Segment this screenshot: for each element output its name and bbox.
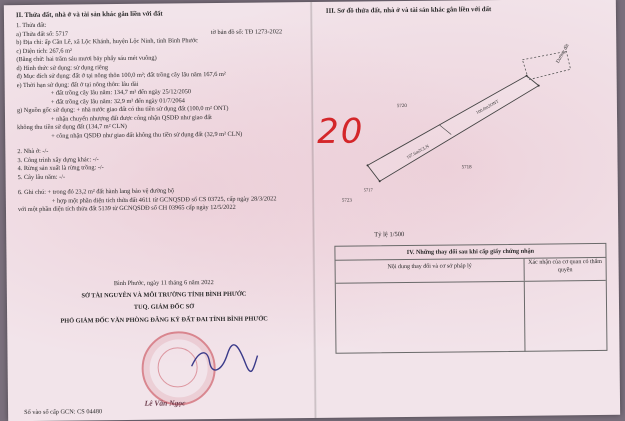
- forest: 4. Rừng sản xuất là rừng trồng: -/-: [17, 164, 104, 173]
- area-words: (Bằng chữ: hai trăm sáu mươi bảy phẩy sáu mét vuông): [16, 54, 157, 64]
- address: b) Địa chỉ: ấp Cần Lê, xã Lộc Khánh, huyện Lộc Ninh, tỉnh Bình Phước: [16, 37, 199, 47]
- land-title: 1. Thửa đất:: [16, 21, 47, 30]
- parcel-number: a) Thửa đất số: 5717: [16, 30, 69, 38]
- origin-line-2: + nhận chuyển nhượng đất được công nhận QSDĐ như giao đất: [50, 113, 212, 123]
- certificate-page: [4, 0, 620, 421]
- department-name: SỞ TÀI NGUYÊN VÀ MÔI TRƯỜNG TỈNH BÌNH PHƯỚC: [81, 290, 247, 299]
- usage-form: d) Hình thức sử dụng: sử dụng riêng: [16, 63, 109, 72]
- notes-line-2: + hợp một phần diện tích thửa đất 4611 từ GCNQSDĐ số CS 03725, cấp ngày 28/3/2022: [51, 195, 277, 205]
- changes-header-row: [336, 258, 606, 284]
- handwritten-number: 20: [316, 111, 365, 152]
- notes-line-3: với một phần diện tích thửa đất 5139 từ GCNQSDĐ số CH 03965 cấp ngày 12/5/2022: [17, 203, 236, 214]
- origin-line-3: không thu tiền sử dụng đất (134,7 m² CLN): [17, 123, 127, 132]
- changes-title: IV. Những thay đổi sau khi cấp giấy chứng nhận: [335, 244, 605, 261]
- vice-director-title: PHÓ GIÁM ĐỐC VĂN PHÒNG ĐĂNG KÝ ĐẤT ĐAI TỈNH BÌNH PHƯỚC: [60, 314, 268, 325]
- changes-col-confirm: Xác nhận của cơ quan có thẩm quyền: [528, 258, 602, 273]
- usage-purpose: đ) Mục đích sử dụng: đất ở tại nông thôn 100,0 m²; đất trồng cây lâu năm 167,6 m²: [16, 71, 226, 81]
- neighbor-5718: 5718: [461, 165, 472, 171]
- signature-block: [19, 278, 309, 326]
- section-iii-title: III. Sơ đồ thửa đất, nhà ở và tài sản khác gắn liền với đất: [325, 6, 492, 15]
- area-ont-label: 100.0m2ONT: [475, 98, 500, 116]
- perennial: 5. Cây lâu năm: -/-: [17, 173, 66, 181]
- parcel-boundary: [367, 76, 540, 182]
- parcel-number-label: 5717: [363, 187, 373, 193]
- neighbor-5723: 5723: [341, 198, 352, 204]
- neighbor-5720: 5720: [396, 104, 407, 110]
- gcn-number: Số vào sổ cấp GCN: CS 04480: [24, 408, 103, 417]
- issue-date: Bình Phước, ngày 11 tháng 6 năm 2022: [113, 279, 214, 288]
- changes-table: [334, 243, 607, 354]
- origin-line-1: g) Nguồn gốc sử dụng: + nhà nước giao đất có thu tiền sử dụng đất (100,0 m² ONT): [16, 105, 229, 115]
- term-title: e) Thời hạn sử dụng: đất ở tại nông thôn: lâu dài: [16, 80, 139, 89]
- page-fold: [310, 2, 317, 418]
- changes-body-row: [336, 281, 607, 354]
- handwritten-signature: [189, 344, 259, 381]
- right-panel: [316, 5, 612, 408]
- changes-col-content: Nội dung thay đổi và cơ sở pháp lý: [336, 259, 525, 283]
- term-line-2: + đất trồng cây lâu năm: 32,9 m² đến ngày 01/7/2064: [50, 96, 185, 106]
- parcel-map: [326, 19, 610, 222]
- left-panel: [15, 8, 310, 417]
- plot-diagram: [316, 19, 610, 222]
- road-label: Đường đất: [555, 43, 571, 65]
- map-sheet: tờ bản đồ số: TĐ 1273-2022: [210, 27, 283, 36]
- map-scale: Tỷ lệ 1/500: [374, 231, 405, 239]
- area-cln-label: 167.6m2CLN: [405, 143, 430, 160]
- signer-name: Lê Văn Ngọc: [144, 398, 186, 408]
- section-ii-title: II. Thửa đất, nhà ở và tài sản khác gắn liền với đất: [15, 10, 163, 20]
- notes-line-1: 6. Ghi chú: + trong đó 23,2 m² đất hành lang bảo vệ đường bộ: [17, 187, 175, 197]
- tuq-title: TUQ. GIÁM ĐỐC SỞ: [133, 303, 195, 311]
- construction: 3. Công trình xây dựng khác: -/-: [17, 155, 99, 164]
- area: c) Diện tích: 267,6 m²: [16, 47, 72, 55]
- term-line-1: + đất trồng cây lâu năm: 134,7 m² đến ngày 25/12/2050: [50, 88, 192, 97]
- origin-line-4: + công nhận QSDĐ như giao đất không thu tiền sử dụng đất (32,9 m² CLN): [51, 130, 243, 140]
- house: 2. Nhà ở: -/-: [17, 147, 49, 156]
